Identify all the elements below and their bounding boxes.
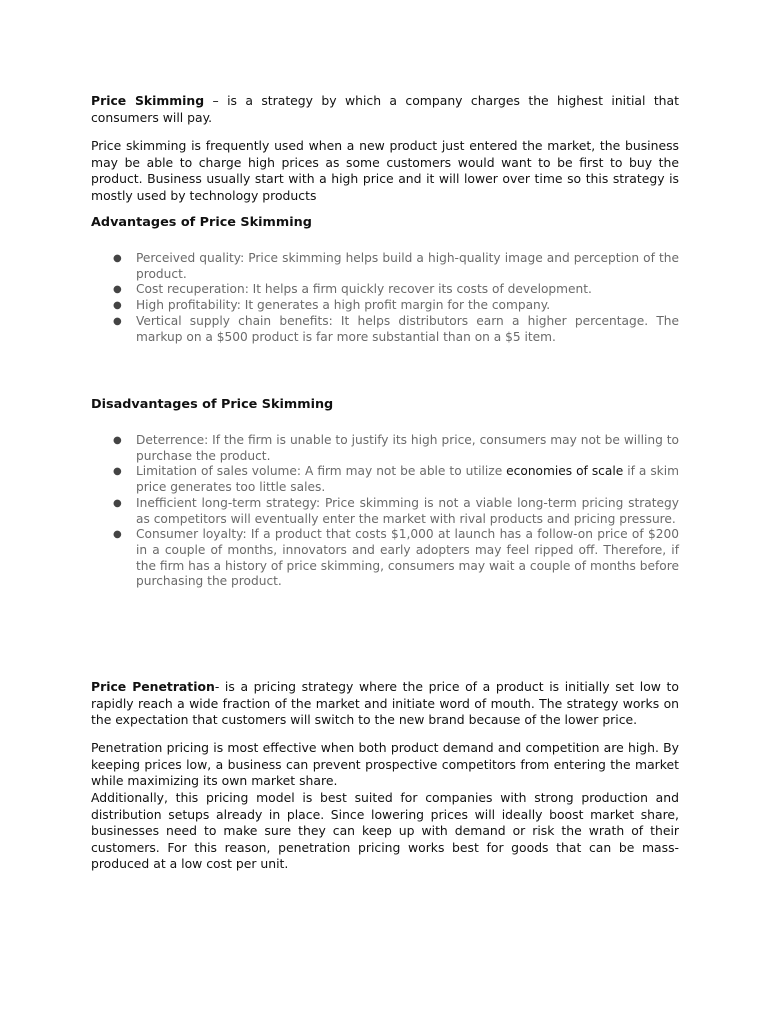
list-item: ● Consumer loyalty: If a product that costs $1,000 at launch has a follow-on price of $200 in a couple of months, innovators and early adopters may feel ripped off. Therefore, if the firm has a history of price skimming, consumers may wait a couple of months before purchasing the product. (113, 527, 679, 589)
list-item: ● Vertical supply chain benefits: It helps distributors earn a higher percentage. The markup on a $500 product is far more substantial than on a $5 item. (113, 313, 679, 344)
disadvantages-list (91, 433, 679, 590)
skimming-title: Price Skimming (91, 93, 205, 108)
penetration-definition: - is a pricing strategy where the price of a product is initially set low to rapidly reach a wide fraction of the market and initiate word of mouth. The strategy works on the expectation that customers will switch to the new brand because of the lower price. (91, 679, 679, 728)
penetration-title: Price Penetration (91, 679, 215, 694)
skimming-intro (91, 93, 679, 126)
bullet-icon: ● (113, 435, 122, 446)
list-item: ● Inefficient long-term strategy: Price skimming is not a viable long-term pricing strategy as competitors will eventually enter the market with rival products and pricing pressure. (113, 495, 679, 526)
bullet-icon: ● (113, 300, 122, 312)
list-item: ● Limitation of sales volume: A firm may not be able to utilize economies of scale if a skim price generates too little sales. (113, 464, 679, 495)
bullet-icon: ● (113, 284, 122, 296)
skimming-definition: – is a strategy by which a company charges the highest initial that consumers will pay. (91, 93, 679, 125)
list-item: ● Perceived quality: Price skimming helps build a high-quality image and perception of the product. (113, 251, 679, 281)
penetration-intro (91, 679, 679, 729)
list-item: ● Cost recuperation: It helps a firm quickly recover its costs of development. (113, 282, 592, 297)
penetration-paragraph-1: Penetration pricing is most effective when both product demand and competition are high. By keeping prices low, a business can prevent prospective competitors from entering the market while maximizing its own market share. (91, 740, 679, 789)
advantages-list (91, 251, 679, 345)
list-item: ● High profitability: It generates a high profit margin for the company. (113, 298, 551, 313)
bullet-icon: ● (113, 466, 122, 478)
penetration-paragraph-2: Additionally, this pricing model is best suited for companies with strong production and distribution setups already in place. Since lowering prices will ideally boost market share, businesses need to make sure they can keep up with demand or risk the wrath of their customers. For this reason, penetration pricing works best for goods that can be mass-produced at a low cost per unit. (91, 790, 679, 872)
economies-of-scale-link[interactable]: economies of scale (506, 464, 624, 479)
bullet-icon: ● (113, 253, 122, 264)
disadvantages-heading: Disadvantages of Price Skimming (91, 397, 334, 412)
bullet-icon: ● (113, 315, 122, 327)
list-item: ● Deterrence: If the firm is unable to justify its high price, consumers may not be willing to purchase the product. (113, 433, 679, 463)
advantages-heading: Advantages of Price Skimming (91, 215, 312, 230)
bullet-icon: ● (113, 497, 122, 509)
skimming-paragraph: Price skimming is frequently used when a new product just entered the market, the business may be able to charge high prices as some customers would want to be first to buy the product. Business usually start with a high price and it will lower over time so this strategy is mostly used by technology products (91, 138, 679, 203)
bullet-icon: ● (113, 529, 122, 541)
